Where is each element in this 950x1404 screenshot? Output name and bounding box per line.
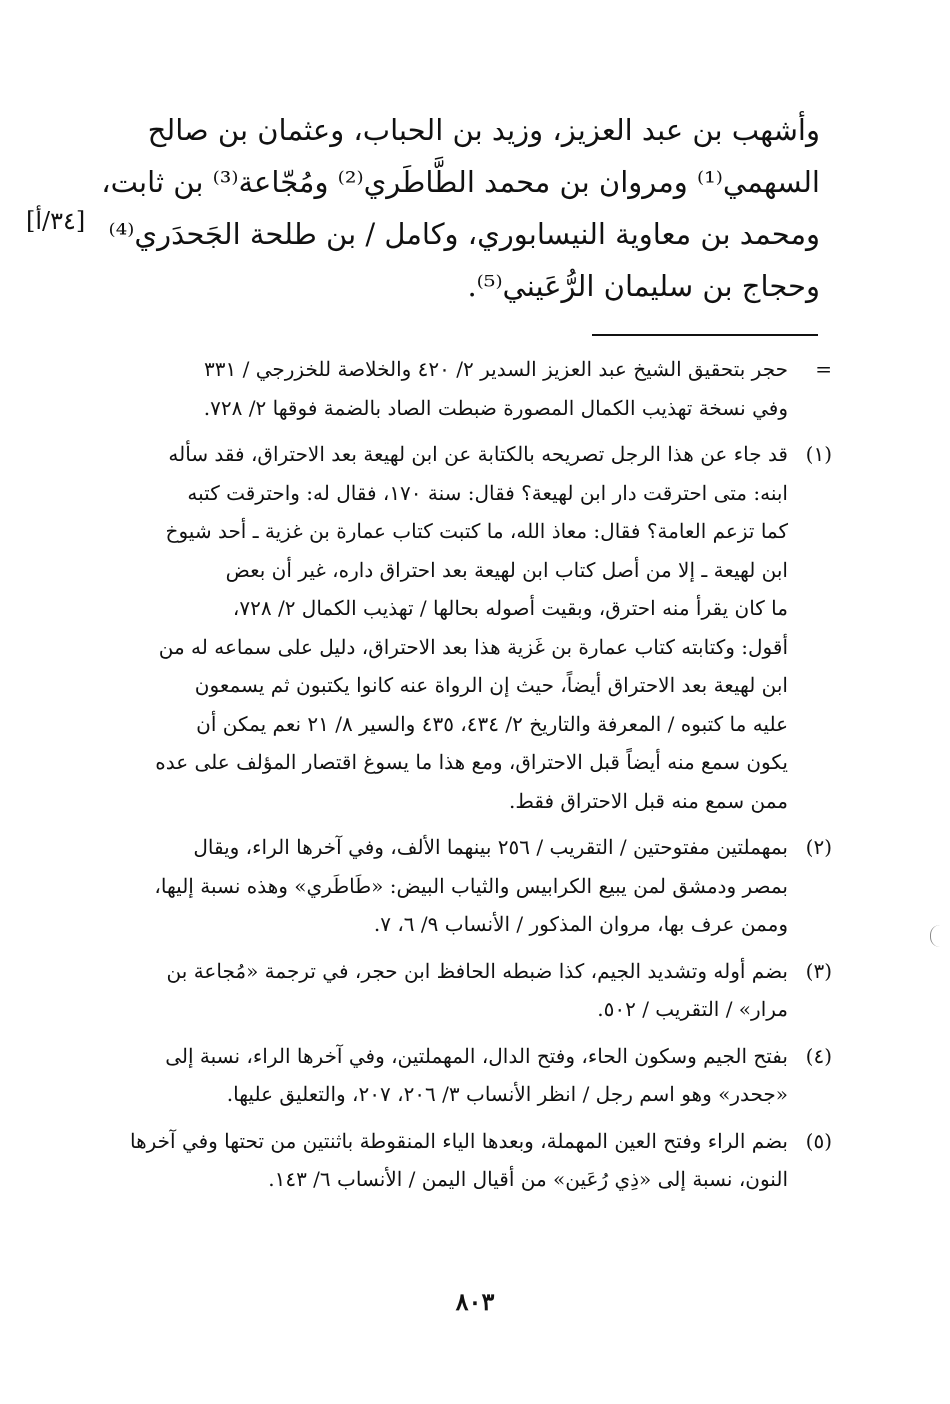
footnote-line: حجر بتحقيق الشيخ عبد العزيز السدير ٢/ ٤٢٠ والخلاصة للخزرجي / ٣٣١ (204, 357, 788, 381)
footnote-line: ما كان يقرأ منه احترق، وبقيت أصوله بحالها / تهذيب الكمال ٢/ ٧٢٨، (232, 596, 788, 620)
footnote-line: بمهملتين مفتوحتين / التقريب / ٢٥٦ بينهما الألف، وفي آخرها الراء، ويقال (193, 835, 788, 859)
footnote-line: وفي نسخة تهذيب الكمال المصورة ضبطت الصاد بالضمة فوقها ٢/ ٧٢٨. (203, 395, 788, 420)
footnote-text (120, 828, 788, 944)
footnote-line: بمصر ودمشق لمن يبيع الكرابيس والثياب البيض: «طَاطَري» وهذه نسبة إليها، (154, 873, 788, 898)
footnote-line: «جحدر» وهو اسم رجل / انظر الأنساب ٣/ ٢٠٦، ٢٠٧، والتعليق عليها. (226, 1082, 788, 1106)
footnote-number: (٢) (805, 835, 832, 859)
footnote-text (120, 435, 788, 820)
footnote-line: ابنه: متى احترقت دار ابن لهيعة؟ فقال: سنة ١٧٠، فقال له: واحترقت كتبه (187, 480, 788, 505)
footnote-2 (120, 828, 832, 944)
footnote-separator (592, 334, 818, 336)
footnote-line: النون، نسبة إلى «ذِي رُعَين» من أقيال اليمن / الأنساب ٦/ ١٤٣. (268, 1167, 788, 1191)
footnote-1 (120, 435, 832, 820)
page-number: ٨٠٣ (455, 1287, 495, 1316)
footnote-line: ممن سمع منه قبل الاحتراق فقط. (509, 788, 788, 813)
footnote-line: عليه ما كتبوه / المعرفة والتاريخ ٢/ ٤٣٤، ٤٣٥ والسير ٨/ ٢١ نعم يمكن أن (196, 711, 788, 736)
footnote-number: (١) (805, 442, 832, 466)
footnote-number: (٤) (805, 1043, 832, 1068)
footnote-number: (٥) (805, 1128, 832, 1153)
footnote-line: أقول: وكتابته كتاب عمارة بن غَزية هذا بعد الاحتراق، دليل على سماعه له من (158, 634, 788, 659)
footnote-number: (٣) (805, 958, 832, 983)
footnote-text (120, 952, 788, 1029)
footnote-line: بضم الراء وفتح العين المهملة، وبعدها الياء المنقوطة باثنتين من تحتها وفي آخرها (129, 1128, 788, 1153)
scan-edge-mark (930, 925, 941, 947)
footnote-text (120, 350, 788, 427)
footnote-line: مرار» / التقريب / ٥٠٢. (597, 997, 788, 1021)
footnote-line: بضم أوله وتشديد الجيم، كذا ضبطه الحافظ ابن حجر، في ترجمة «مُجاعة بن (166, 958, 788, 983)
main-text-line: ومحمد بن معاوية النيسابوري، وكامل / بن طلحة الجَحدَري⁽⁴⁾ (108, 217, 820, 251)
main-text (101, 104, 820, 312)
manuscript-folio-reference: [٣٤/أ] (26, 207, 86, 235)
footnote-text (120, 1122, 788, 1199)
footnote-line: كما تزعم العامة؟ فقال: معاذ الله، ما كتبت كتاب عمارة بن غزية ـ أحد شيوخ (165, 519, 788, 543)
footnotes (120, 350, 832, 1207)
footnote-continuation (120, 350, 832, 427)
footnote-line: ابن لهيعة ـ إلا من أصل كتاب ابن لهيعة بعد احتراق داره، غير أن بعض (225, 557, 788, 582)
main-text-line: وأشهب بن عبد العزيز، وزيد بن الحباب، وعثمان بن صالح (147, 113, 820, 147)
footnote-5 (120, 1122, 832, 1199)
main-text-line: السهمي⁽¹⁾ ومروان بن محمد الطَّاطَري⁽²⁾ ومُجّاعة⁽³⁾ بن ثابت، (101, 165, 820, 199)
footnote-number: = (815, 357, 832, 381)
main-text-line: وحجاج بن سليمان الرُّعَيني⁽⁵⁾. (467, 269, 820, 303)
footnote-text (120, 1037, 788, 1114)
footnote-line: ابن لهيعة بعد الاحتراق أيضاً، حيث إن الرواة عنه كانوا يكتبون ثم يسمعون (194, 673, 788, 697)
footnote-line: قد جاء عن هذا الرجل تصريحه بالكتابة عن ابن لهيعة بعد الاحتراق، فقد سأله (168, 442, 788, 466)
footnote-3 (120, 952, 832, 1029)
footnote-line: وممن عرف بها، مروان المذكور / الأنساب ٩/ ٦، ٧. (373, 912, 788, 936)
footnote-4 (120, 1037, 832, 1114)
footnote-line: بفتح الجيم وسكون الحاء، وفتح الدال، المهملتين، وفي آخرها الراء، نسبة إلى (165, 1043, 788, 1068)
footnote-line: يكون سمع منه أيضاً قبل الاحتراق، ومع هذا ما يسوغ اقتصار المؤلف على عده (155, 750, 788, 774)
